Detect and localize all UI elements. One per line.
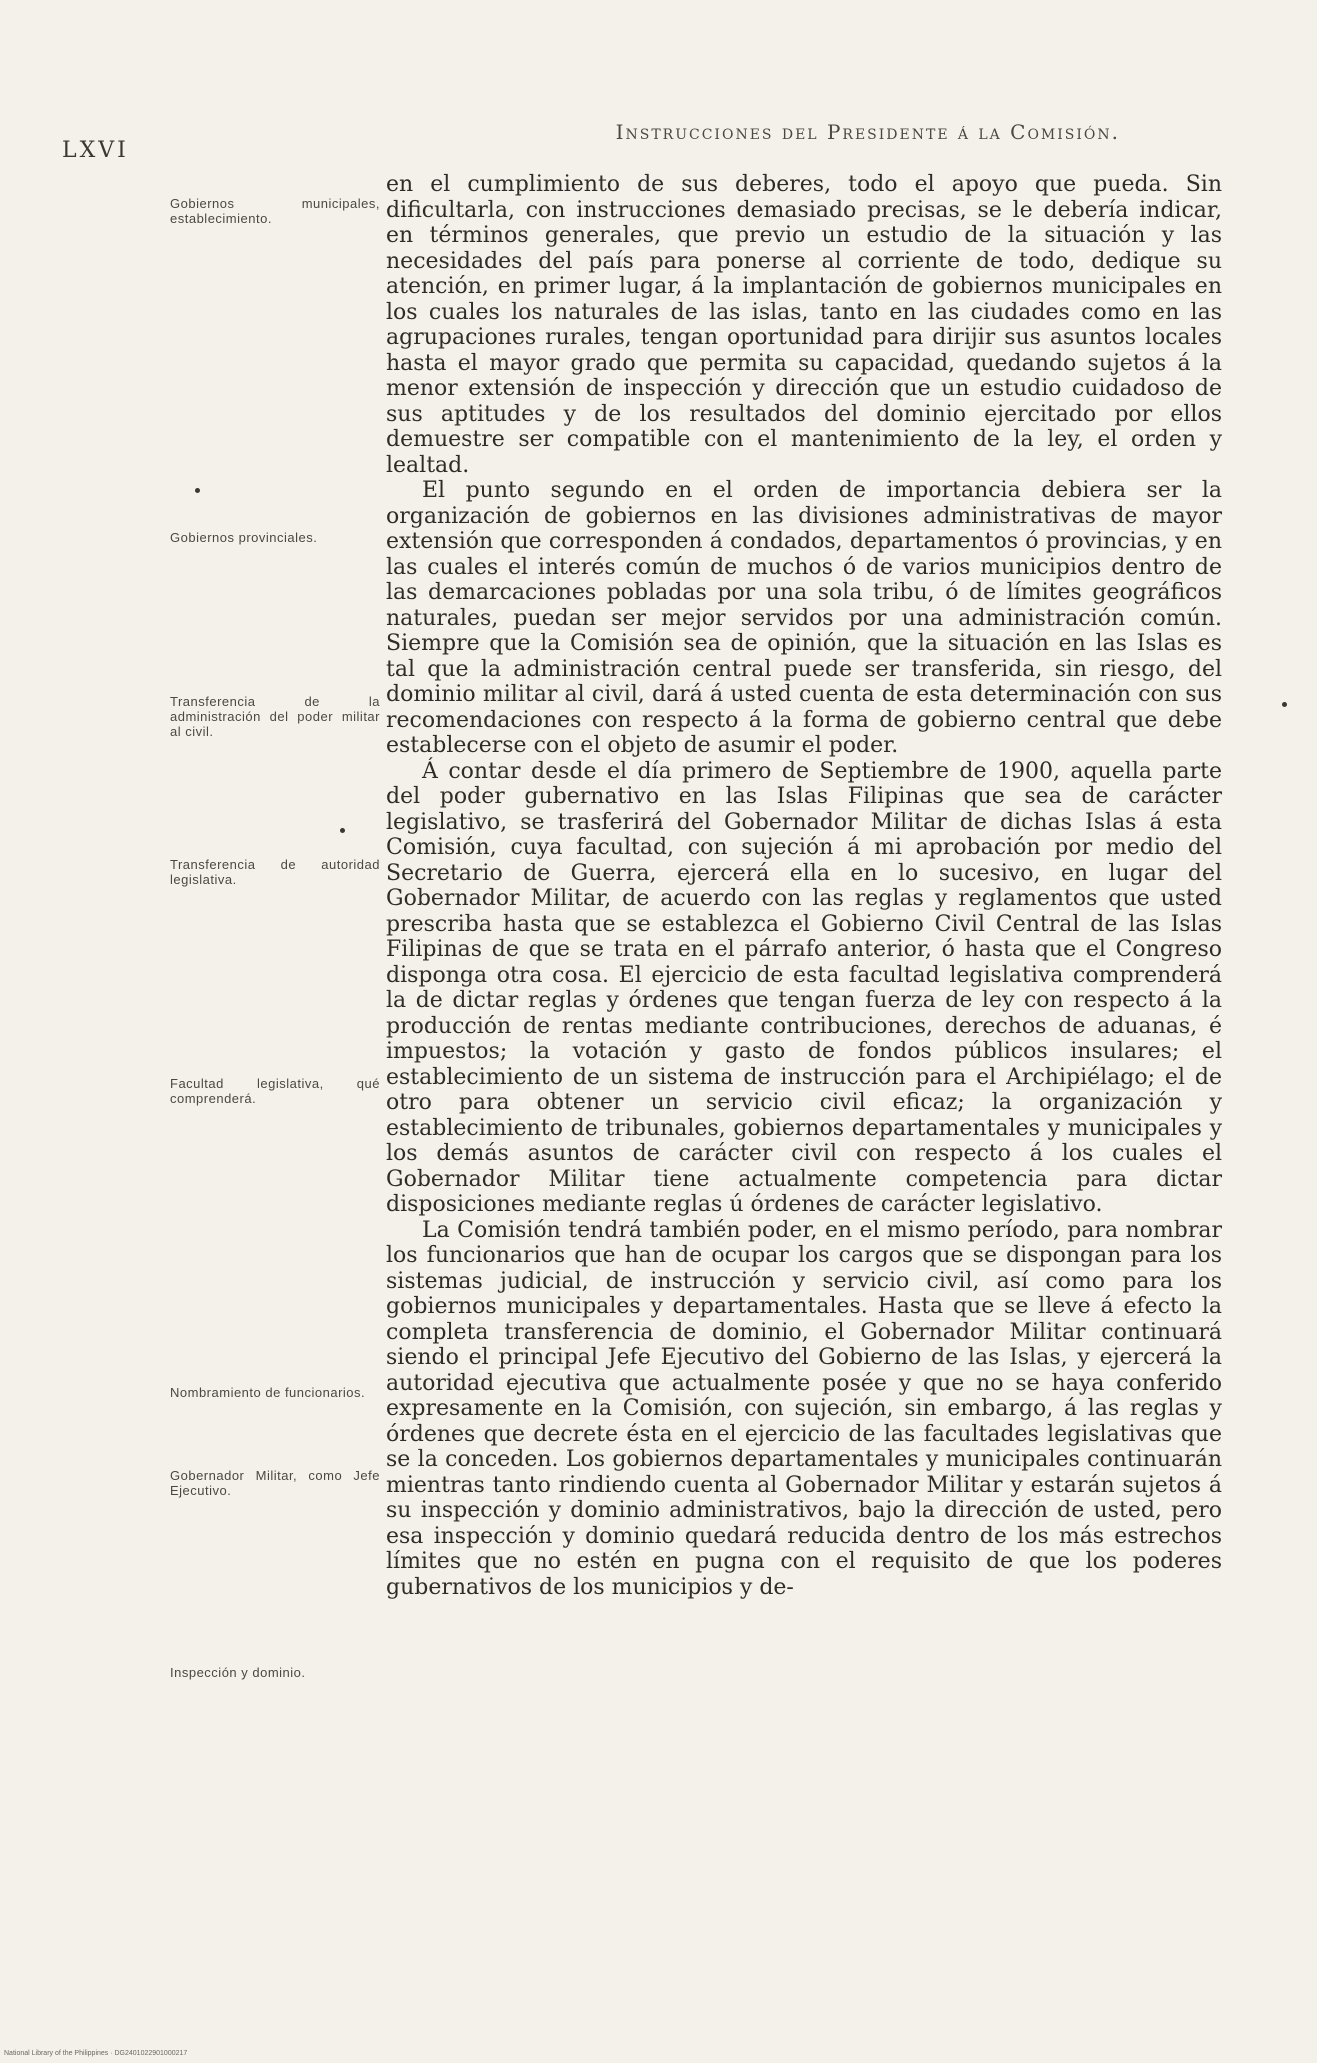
- margin-note: Facultad legislativa, qué comprenderá.: [170, 1076, 380, 1106]
- margin-note: Inspección y dominio.: [170, 1665, 306, 1680]
- margin-note: Gobernador Militar, como Jefe Ejecutivo.: [170, 1468, 380, 1498]
- scan-imprint: National Library of the Philippines · DG2401022901000217: [4, 2050, 188, 2057]
- body-text: [386, 172, 1222, 1600]
- margin-note: Transferencia de autoridad legislativa.: [170, 857, 380, 887]
- scan-speck: [340, 828, 345, 833]
- margin-note: Nombramiento de funcionarios.: [170, 1385, 366, 1400]
- scan-speck: [195, 488, 200, 493]
- page-folio: LXVI: [62, 138, 129, 163]
- scan-speck: [1282, 702, 1287, 707]
- margin-note: Gobiernos municipales, establecimiento.: [170, 196, 380, 226]
- paragraph: La Comisión tendrá también poder, en el mismo período, para nombrar los funcionarios que han de ocupar los cargos que se dispongan para los sistemas judicial, de instrucción y servicio civil, así como para los gobiernos municipales y departamentales. Hasta que se lleve á efecto la completa transferencia de dominio, el Gobernador Militar continuará siendo el principal Jefe Ejecutivo del Gobierno de las Islas, y ejercerá la autoridad ejecutiva que actualmente posée y que no se haya conferido expresamente en la Comisión, con sujeción, sin embargo, á las reglas y órdenes que decrete ésta en el ejercicio de las facultades legislativas que se la conceden. Los gobiernos departamentales y municipales continuarán mientras tanto rindiendo cuenta al Gobernador Militar y estarán sujetos á su inspección y dominio administrativos, bajo la dirección de usted, pero esa inspección y dominio quedará reducida dentro de los más estrechos límites que no estén en pugna con el requisito de que los poderes gubernativos de los municipios y de-: [386, 1217, 1222, 1600]
- paragraph: Á contar desde el día primero de Septiembre de 1900, aquella parte del poder gubernativo en las Islas Filipinas que sea de carácter legislativo, se trasferirá del Gobernador Militar de dichas Islas á esta Comisión, cuya facultad, con sujeción á mi aprobación por medio del Secretario de Guerra, ejercerá ella en lo sucesivo, en lugar del Gobernador Militar, de acuerdo con las reglas y reglamentos que usted prescriba hasta que se establezca el Gobierno Civil Central de las Islas Filipinas de que se trata en el párrafo anterior, ó hasta que el Congreso disponga otra cosa. El ejercicio de esta facultad legislativa comprenderá la de dictar reglas y órdenes que tengan fuerza de ley con respecto á la producción de rentas mediante contribuciones, derechos de aduanas, é impuestos; la votación y gasto de fondos públicos insulares; el establecimiento de un sistema de instrucción para el Archipiélago; el de otro para obtener un servicio civil eficaz; la organización y establecimiento de tribunales, gobiernos departamentales y municipales y los demás asuntos de carácter civil con respecto á los cuales el Gobernador Militar tiene actualmente competencia para dictar disposiciones mediante reglas ú órdenes de carácter legislativo.: [386, 758, 1222, 1217]
- paragraph: El punto segundo en el orden de importancia debiera ser la organización de gobiernos en las divisiones administrativas de mayor extensión que corresponden á condados, departamentos ó provincias, y en las cuales el interés común de muchos ó de varios municipios dentro de las demarcaciones pobladas por una sola tribu, ó de límites geográficos naturales, puedan ser mejor servidos por una administración común. Siempre que la Comisión sea de opinión, que la situación en las Islas es tal que la administración central puede ser transferida, sin riesgo, del dominio militar al civil, dará á usted cuenta de esta determinación con sus recomendaciones con respecto á la forma de gobierno central que debe establecerse con el objeto de asumir el poder.: [386, 478, 1222, 758]
- margin-note: Gobiernos provinciales.: [170, 530, 318, 545]
- running-head: Instrucciones del Presidente á la Comisión.: [615, 120, 1120, 144]
- margin-note: Transferencia de la administración del poder militar al civil.: [170, 694, 380, 739]
- paragraph: en el cumplimiento de sus deberes, todo el apoyo que pueda. Sin dificultarla, con instrucciones demasiado precisas, se le debería indicar, en términos generales, que previo un estudio de la situación y las necesidades del país para ponerse al corriente de todo, dedique su atención, en primer lugar, á la implantación de gobiernos municipales en los cuales los naturales de las islas, tanto en las ciudades como en las agrupaciones rurales, tengan oportunidad para dirijir sus asuntos locales hasta el mayor grado que permita su capacidad, quedando sujetos á la menor extensión de inspección y dirección que un estudio cuidadoso de sus aptitudes y de los resultados del dominio ejercitado por ellos demuestre ser compatible con el mantenimiento de la ley, el orden y lealtad.: [386, 172, 1222, 478]
